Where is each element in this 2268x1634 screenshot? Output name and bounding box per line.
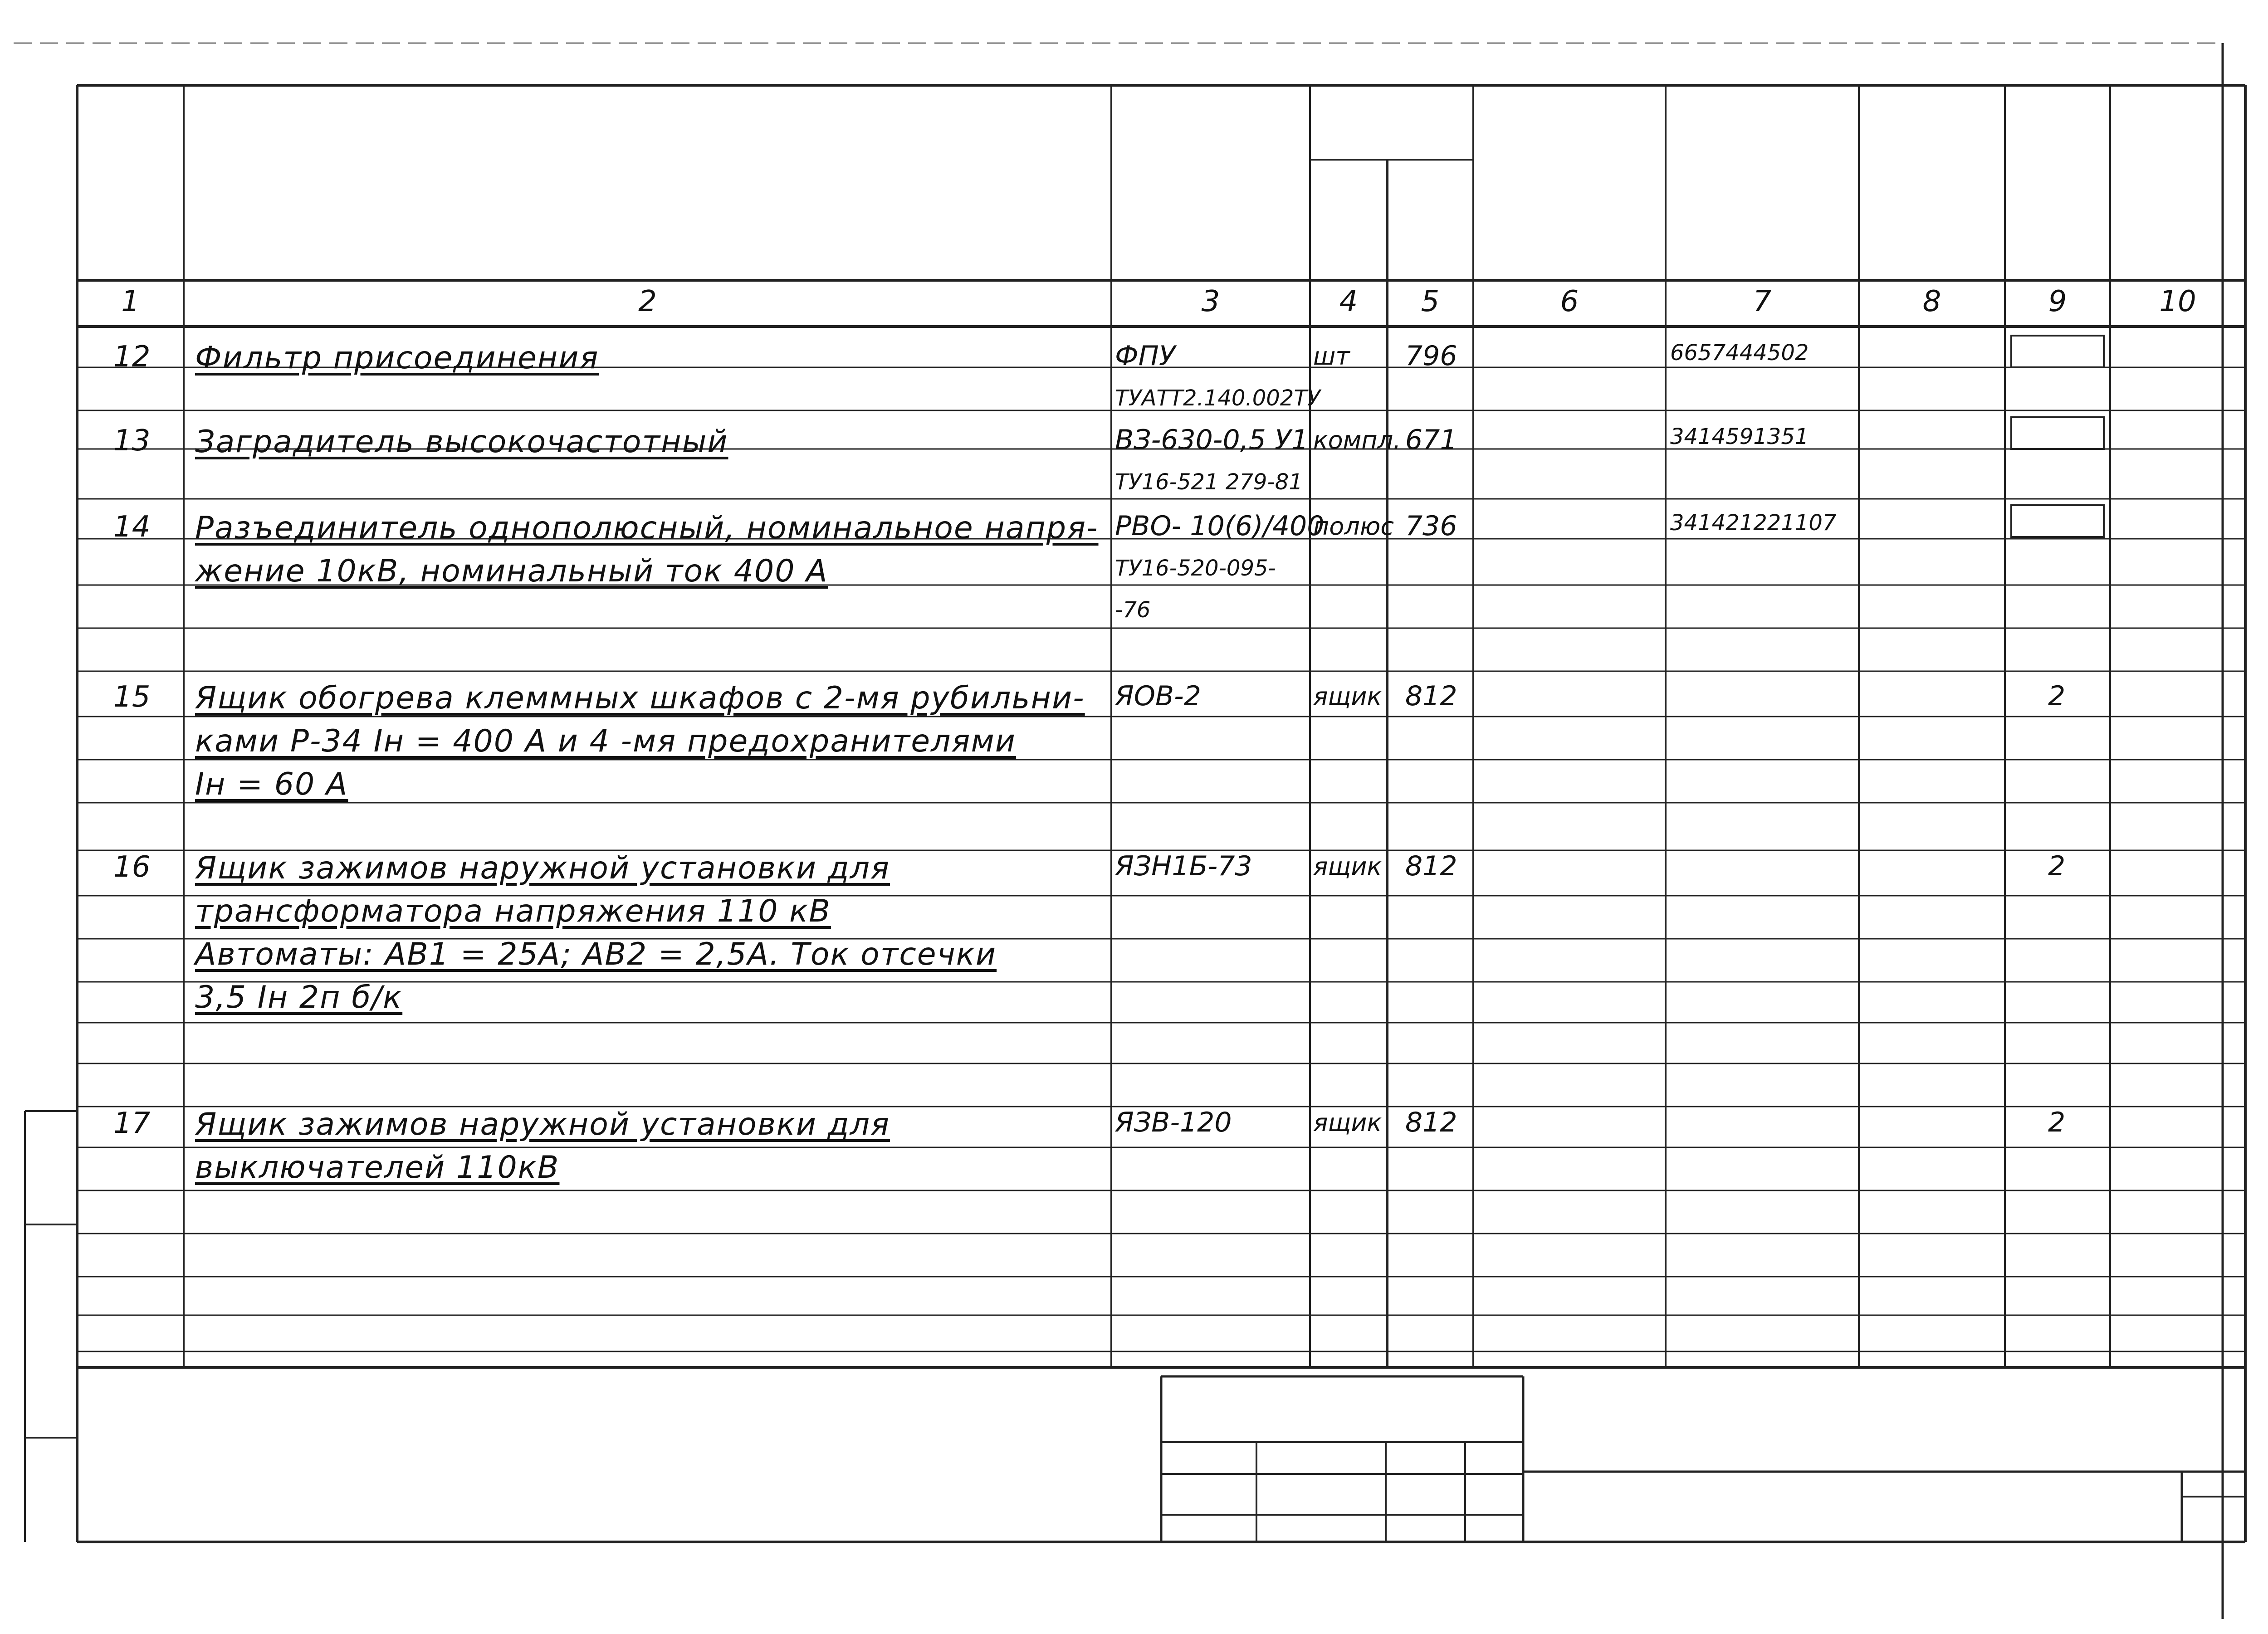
column-number-3: 3 [1201,285,1220,318]
row-unit: полюс [1313,512,1394,541]
row-position: 12 [113,340,151,374]
row-position: 14 [113,510,151,544]
column-number-6: 6 [1560,285,1579,318]
column-number-9: 9 [2048,285,2067,318]
row-type-line: ЯЗВ-120 [1115,1107,1232,1138]
row-unit: ящик [1313,852,1382,881]
qty-box-13 [2010,416,2105,450]
row-unit: шт [1313,342,1350,371]
row-name-line: Iн = 60 А [195,766,348,802]
row-name-line: Разъединитель однополюсный, номинальное напря- [195,510,1099,546]
row-name-line: Ящик обогрева клеммных шкафов с 2-мя рубильни- [195,680,1085,716]
qty-box-14 [2010,504,2105,538]
row-equipment-code: 6657444502 [1670,340,1809,366]
row-unit: компл. [1313,426,1401,454]
row-position: 17 [113,1107,151,1140]
row-unit: ящик [1313,1108,1382,1137]
row-type-line: ФПУ [1115,340,1176,372]
row-unit-code: 796 [1405,340,1457,372]
row-unit-code: 736 [1405,510,1457,542]
row-position: 16 [113,850,151,884]
row-type-line: ТУАТТ2.140.002ТУ [1115,385,1320,411]
row-name-line: Ящик зажимов наружной установки для [195,850,890,886]
row-name-line: Фильтр присоединения [195,340,599,376]
row-type-line: ЯЗН1Б-73 [1115,850,1252,882]
column-number-10: 10 [2159,285,2196,318]
row-type-line: ТУ16-521 279-81 [1115,469,1303,495]
row-unit: ящик [1313,682,1382,711]
column-number-2: 2 [638,285,657,318]
column-number-4: 4 [1339,285,1358,318]
row-name-line: Ящик зажимов наружной установки для [195,1107,890,1142]
column-number-5: 5 [1421,285,1440,318]
row-unit-code: 812 [1405,680,1457,712]
row-type-line: ВЗ-630-0,5 У1 [1115,424,1309,456]
row-name-line: трансформатора напряжения 110 кВ [195,893,831,929]
column-number-1: 1 [121,285,140,318]
row-type-line: -76 [1115,597,1151,623]
row-name-line: жение 10кВ, номинальный ток 400 А [195,553,828,589]
row-name-line: 3,5 Iн 2п б/к [195,980,403,1015]
row-unit-code: 671 [1405,424,1457,456]
row-quantity: 2 [2048,850,2066,882]
row-type-line: ТУ16-520-095- [1115,556,1276,581]
row-quantity: 2 [2048,1107,2066,1138]
row-position: 15 [113,680,151,714]
qty-box-12 [2010,335,2105,368]
row-equipment-code: 3414591351 [1670,424,1809,449]
row-type-line: ЯОВ-2 [1115,680,1201,712]
row-unit-code: 812 [1405,850,1457,882]
row-name-line: выключателей 110кВ [195,1150,560,1185]
row-position: 13 [113,424,151,458]
row-equipment-code: 341421221107 [1670,510,1837,536]
column-number-8: 8 [1922,285,1941,318]
row-name-line: Автоматы: АВ1 = 25А; АВ2 = 2,5А. Ток отсечки [195,937,997,972]
row-type-line: РВО- 10(6)/400 [1115,510,1325,542]
row-name-line: Заградитель высокочастотный [195,424,728,460]
row-quantity: 2 [2048,680,2066,712]
row-name-line: ками Р-34 Iн = 400 А и 4 -мя предохранителями [195,723,1016,759]
row-unit-code: 812 [1405,1107,1457,1138]
column-number-7: 7 [1753,285,1772,318]
